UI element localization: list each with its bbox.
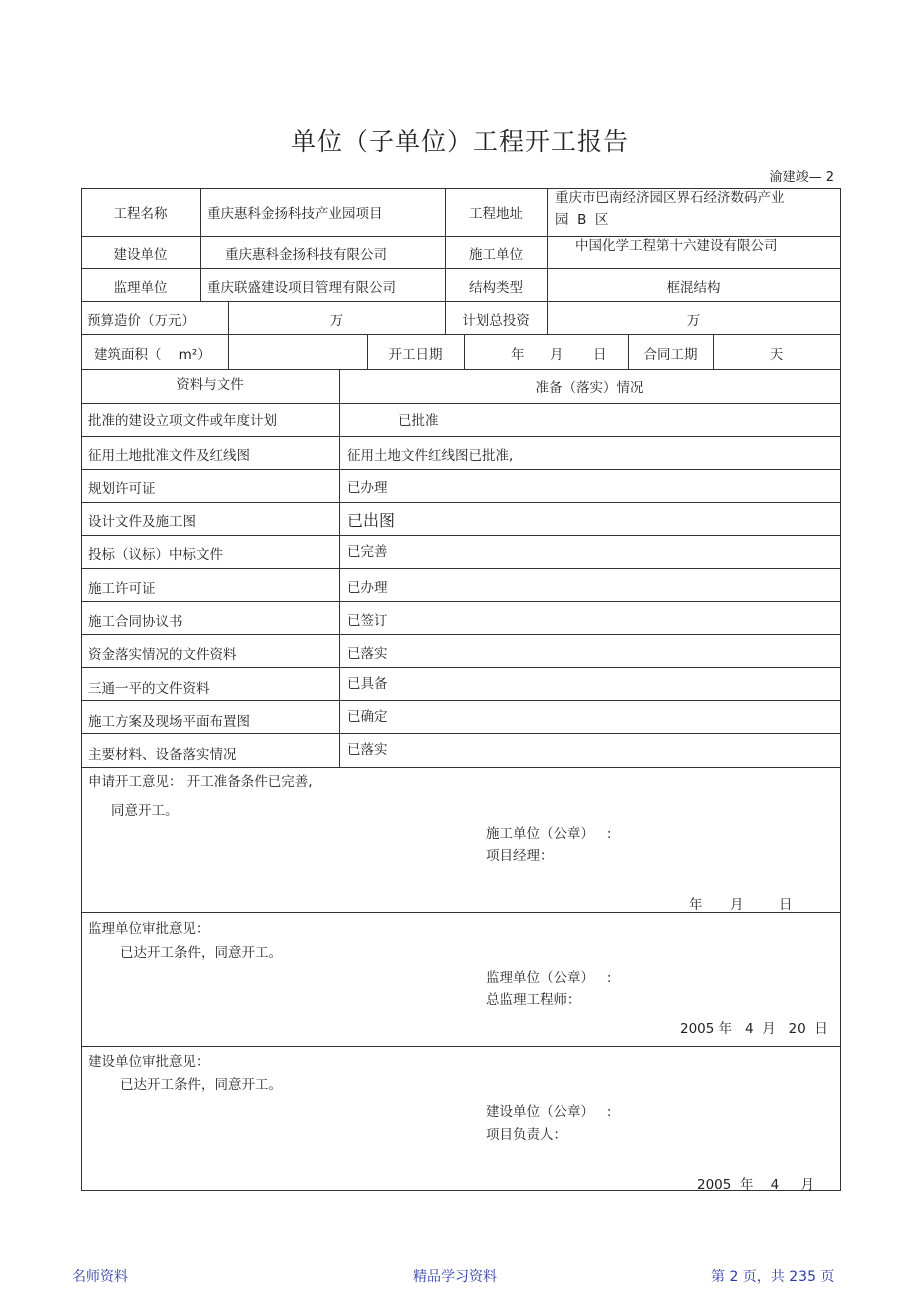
doc-item: 施工许可证 [88, 581, 156, 597]
apply-opinion: 申请开工意见： 开工准备条件已完善, [88, 774, 313, 790]
footer-center: 精品学习资料 [413, 1269, 497, 1285]
footer-left: 名师资料 [72, 1269, 128, 1285]
supervisor-value: 重庆联盛建设项目管理有限公司 [207, 280, 396, 296]
budget-label: 预算造价（万元） [87, 313, 195, 329]
doc-status: 已签订 [347, 613, 388, 629]
supervision-date: 2005 年 4 月 20 日 [680, 1021, 828, 1037]
supervision-engineer: 总监理工程师： [486, 992, 581, 1008]
invest-label: 计划总投资 [462, 313, 530, 329]
contractor-value: 中国化学工程第十六建设有限公司 [575, 238, 778, 254]
area-label: 建筑面积（ m²） [94, 347, 211, 363]
doc-status: 已具备 [347, 676, 388, 692]
structure-label: 结构类型 [469, 280, 523, 296]
project-address-label: 工程地址 [469, 206, 523, 222]
owner-person: 项目负责人： [486, 1127, 567, 1143]
doc-item: 规划许可证 [88, 481, 156, 497]
doc-status: 已办理 [347, 580, 388, 596]
doc-status: 已落实 [347, 646, 388, 662]
start-date-label: 开工日期 [388, 347, 443, 363]
owner-label: 建设单位 [113, 247, 168, 263]
project-address-line1: 重庆市巴南经济园区界石经济数码产业 [555, 190, 785, 206]
doc-number: 渝建竣— 2 [769, 170, 834, 185]
owner-date: 2005 年 4 月 [697, 1177, 815, 1193]
period-label: 合同工期 [643, 347, 698, 363]
owner-text: 已达开工条件，同意开工。 [120, 1077, 282, 1093]
doc-status: 已确定 [347, 709, 388, 725]
doc-status: 已出图 [347, 511, 396, 530]
doc-item: 施工方案及现场平面布置图 [88, 714, 250, 730]
supervisor-label: 监理单位 [113, 280, 168, 296]
budget-unit: 万 [329, 313, 344, 329]
owner-opinion: 建设单位审批意见： [88, 1054, 210, 1070]
start-day: 日 [593, 347, 607, 363]
doc-item: 征用土地批准文件及红线图 [88, 448, 250, 464]
page-title: 单位（子单位）工程开工报告 [290, 127, 629, 156]
period-unit: 天 [769, 347, 784, 363]
apply-day: 日 [779, 897, 793, 913]
doc-item: 批准的建设立项文件或年度计划 [88, 413, 277, 429]
contractor-label: 施工单位 [469, 247, 523, 263]
apply-seal: 施工单位（公章） : [486, 826, 612, 842]
doc-status: 已办理 [347, 480, 388, 496]
docs-header-right: 准备（落实）情况 [535, 380, 644, 396]
owner-value: 重庆惠科金扬科技有限公司 [225, 247, 387, 263]
apply-month: 月 [730, 897, 744, 913]
doc-status: 已完善 [347, 544, 388, 560]
doc-item: 施工合同协议书 [88, 614, 183, 630]
doc-status: 已批准 [398, 413, 439, 429]
doc-status: 征用土地文件红线图已批准, [347, 448, 514, 464]
doc-status: 已落实 [347, 742, 388, 758]
supervision-text: 已达开工条件，同意开工。 [120, 945, 282, 961]
apply-manager: 项目经理： [486, 848, 554, 864]
invest-unit: 万 [686, 313, 701, 329]
apply-agree: 同意开工。 [111, 803, 179, 819]
doc-item: 主要材料、设备落实情况 [88, 747, 237, 763]
start-year: 年 [511, 347, 525, 363]
doc-item: 三通一平的文件资料 [88, 681, 210, 697]
docs-header-left: 资料与文件 [176, 377, 244, 393]
start-month: 月 [550, 347, 564, 363]
project-name-label: 工程名称 [113, 206, 168, 222]
doc-item: 投标（议标）中标文件 [88, 547, 223, 563]
owner-seal: 建设单位（公章） : [486, 1104, 612, 1120]
supervision-seal: 监理单位（公章） : [486, 970, 612, 986]
doc-item: 设计文件及施工图 [88, 514, 196, 530]
structure-value: 框混结构 [666, 280, 721, 296]
doc-item: 资金落实情况的文件资料 [88, 647, 237, 663]
project-name-value: 重庆惠科金扬科技产业园项目 [207, 206, 383, 222]
project-address-line2: 园 B 区 [555, 212, 609, 228]
supervision-opinion: 监理单位审批意见： [88, 921, 210, 937]
apply-year: 年 [689, 897, 703, 913]
footer-page-info: 第 2 页，共 235 页 [711, 1269, 835, 1285]
